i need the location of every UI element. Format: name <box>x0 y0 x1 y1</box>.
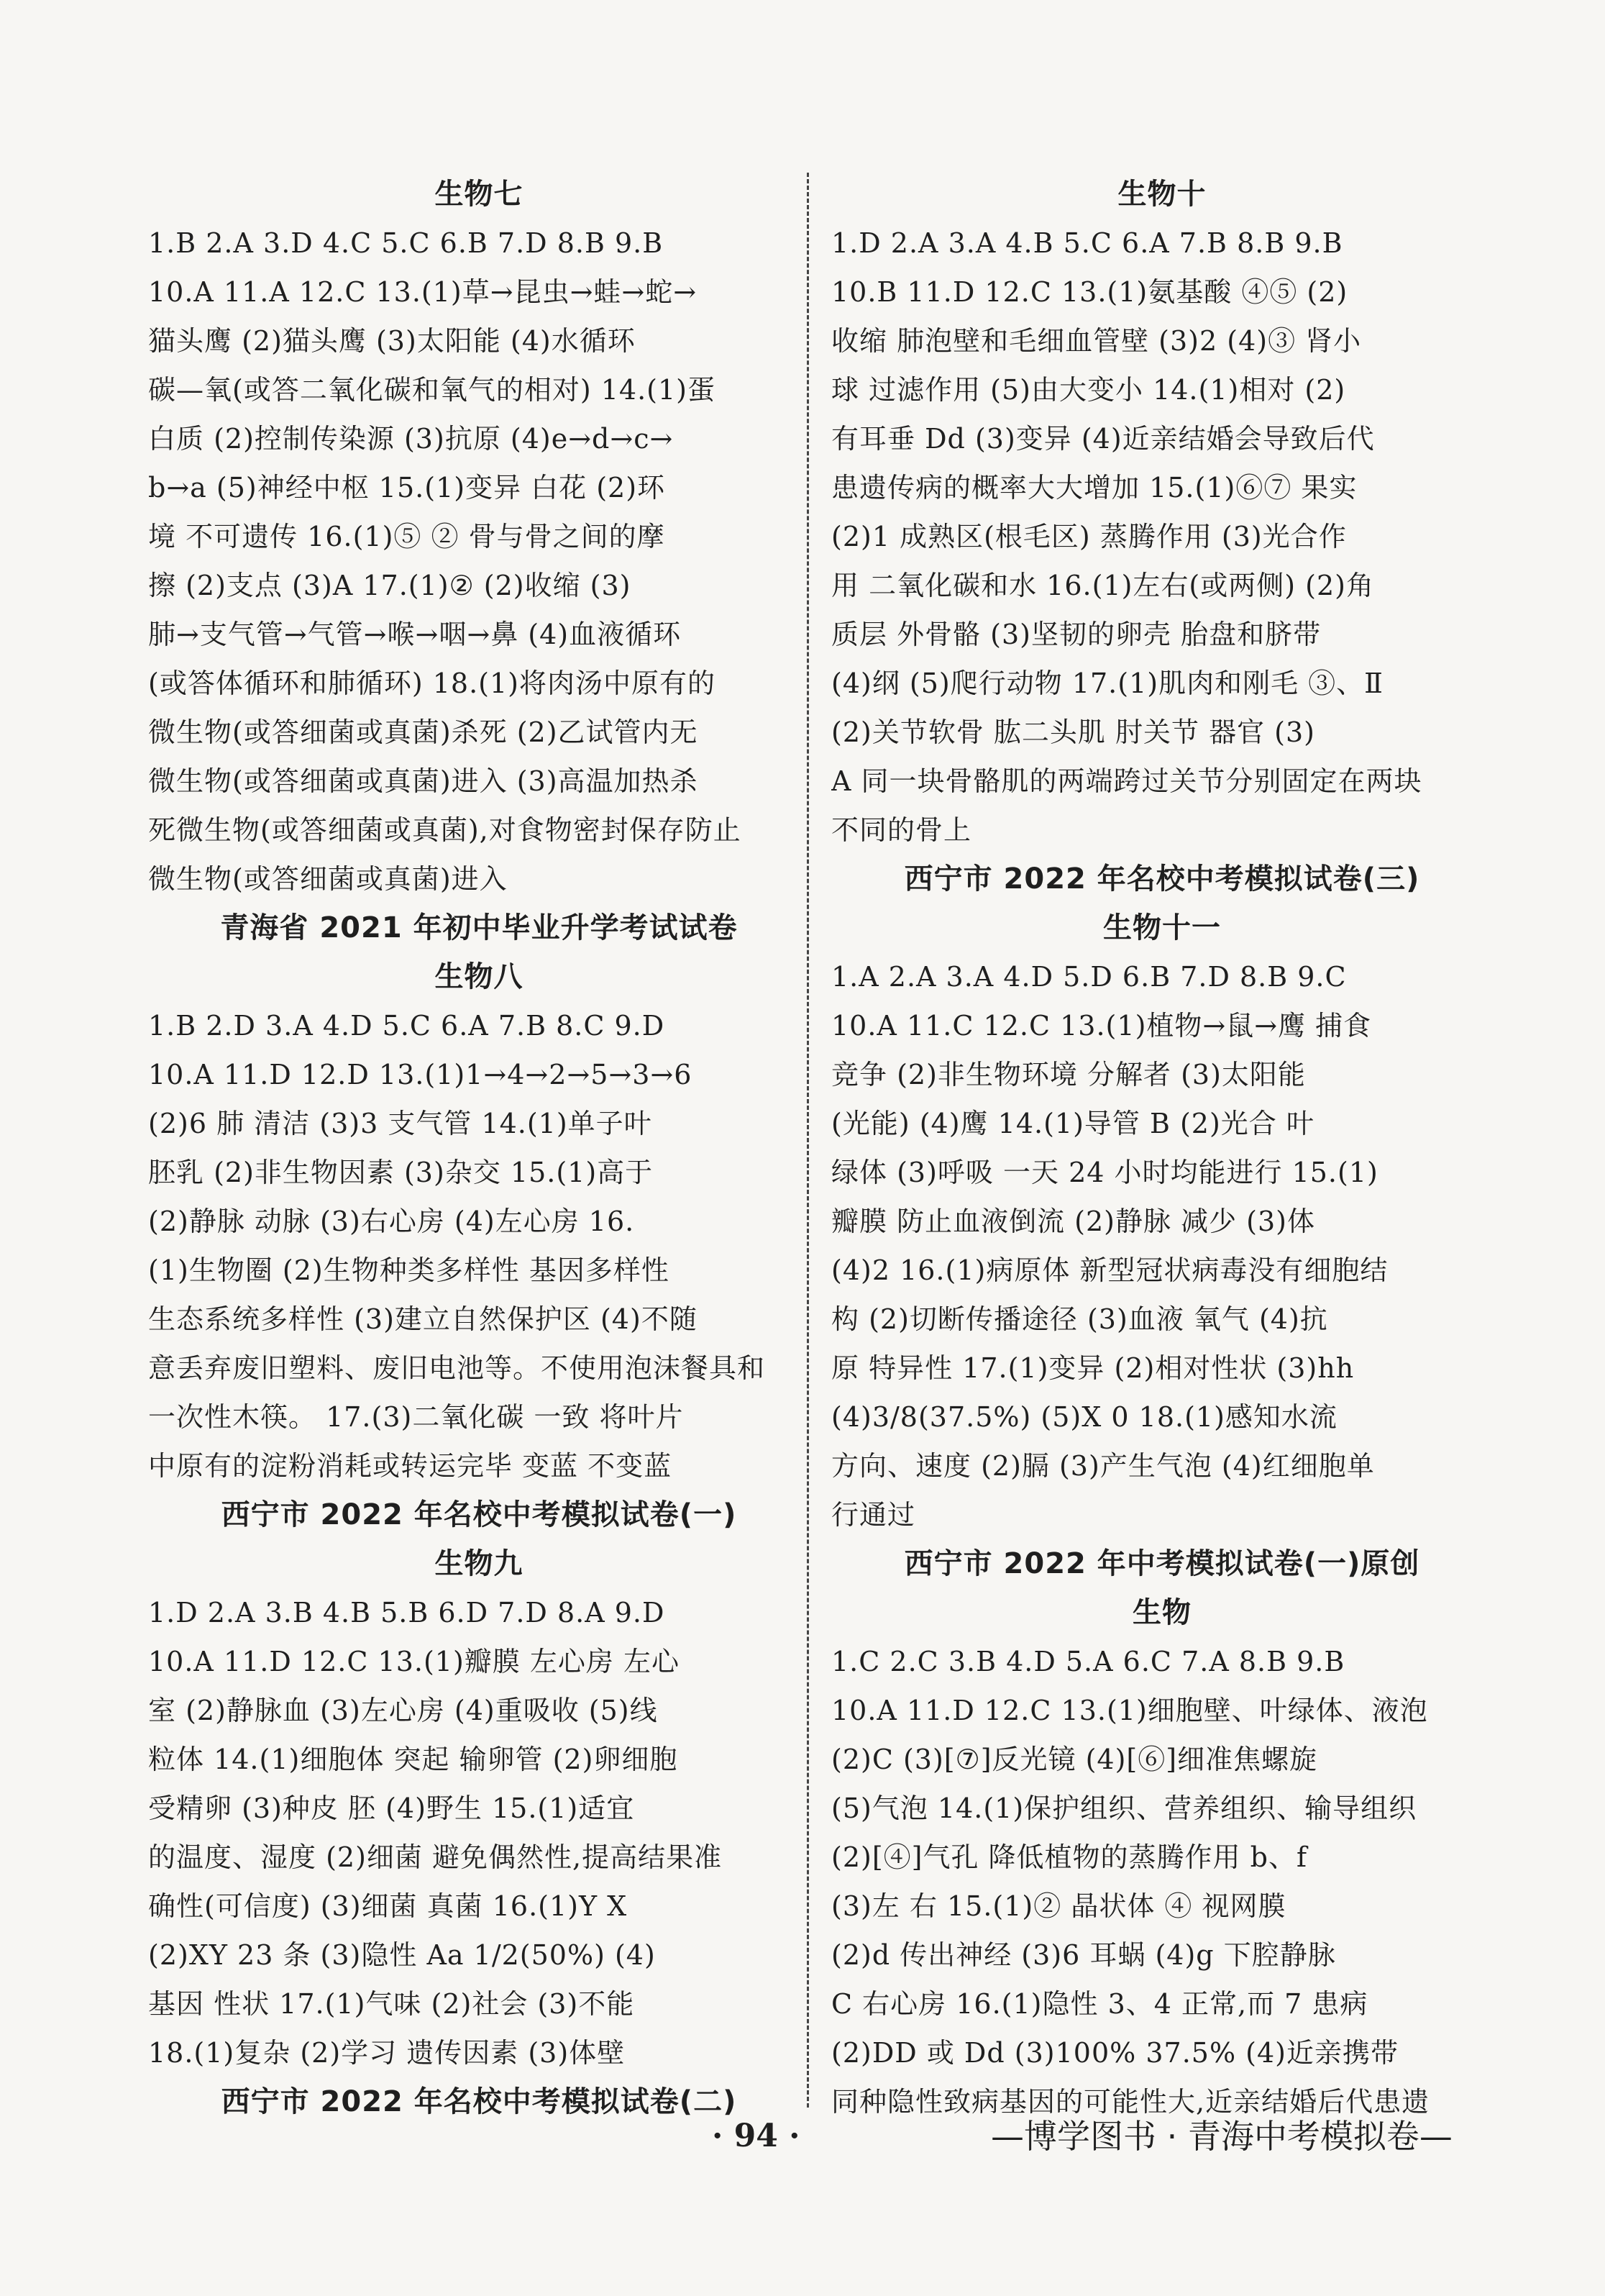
answer-line: 1.B 2.D 3.A 4.D 5.C 6.A 7.B 8.C 9.D <box>148 1010 665 1042</box>
section-heading: 西宁市 2022 年中考模拟试卷(一)原创 <box>904 1547 1420 1580</box>
answer-section <box>831 1588 1493 2126</box>
answer-line: 微生物(或答细菌或真菌)进入 (3)高温加热杀 <box>148 765 698 797</box>
answer-section <box>148 952 810 1490</box>
answer-line: 原 特异性 17.(1)变异 (2)相对性状 (3)hh <box>831 1352 1355 1384</box>
answer-line: A 同一块骨骼肌的两端跨过关节分别固定在两块 <box>831 765 1422 797</box>
column-divider <box>807 173 809 2108</box>
answer-line: (2)d 传出神经 (3)6 耳蜗 (4)g 下腔静脉 <box>831 1939 1336 1971</box>
answer-line: 18.(1)复杂 (2)学习 遗传因素 (3)体壁 <box>148 2037 626 2069</box>
answer-line: 10.B 11.D 12.C 13.(1)氨基酸 ④⑤ (2) <box>831 276 1348 308</box>
answer-line: 微生物(或答细菌或真菌)进入 <box>148 863 508 895</box>
page-number: · 94 · <box>712 2118 800 2154</box>
answer-line: (4)3/8(37.5%) (5)X 0 18.(1)感知水流 <box>831 1401 1338 1433</box>
answer-line: 1.D 2.A 3.A 4.B 5.C 6.A 7.B 8.B 9.B <box>831 227 1343 259</box>
answer-line: 收缩 肺泡壁和毛细血管壁 (3)2 (4)③ 肾小 <box>831 325 1362 357</box>
section-heading: 生物 <box>1133 1596 1192 1629</box>
answer-line: 1.D 2.A 3.B 4.B 5.B 6.D 7.D 8.A 9.D <box>148 1597 665 1628</box>
answer-section <box>148 1539 810 2077</box>
section-heading: 生物九 <box>434 1547 523 1580</box>
answer-line: 的温度、湿度 (2)细菌 避免偶然性,提高结果准 <box>148 1841 723 1873</box>
answer-line: (2)C (3)[⑦]反光镜 (4)[⑥]细准焦螺旋 <box>831 1744 1318 1775</box>
answer-section <box>831 903 1493 1539</box>
answer-line: (光能) (4)鹰 14.(1)导管 B (2)光合 叶 <box>831 1108 1314 1139</box>
answer-line: 行通过 <box>831 1499 916 1531</box>
answer-line: (5)气泡 14.(1)保护组织、营养组织、输导组织 <box>831 1792 1417 1824</box>
answer-line: 擦 (2)支点 (3)A 17.(1)② (2)收缩 (3) <box>148 570 631 601</box>
answer-line: (4)纲 (5)爬行动物 17.(1)肌肉和刚毛 ③、Ⅱ <box>831 668 1384 699</box>
answer-section <box>148 170 810 903</box>
section-heading: 生物八 <box>434 960 523 993</box>
answer-line: 同种隐性致病基因的可能性大,近亲结婚后代患遗 <box>831 2086 1430 2118</box>
answer-line: 10.A 11.D 12.D 13.(1)1→4→2→5→3→6 <box>148 1059 692 1090</box>
answer-line: (或答体循环和肺循环) 18.(1)将肉汤中原有的 <box>148 668 715 699</box>
section-heading: 生物十一 <box>1103 911 1221 944</box>
answer-line: 境 不可遗传 16.(1)⑤ ② 骨与骨之间的摩 <box>148 521 665 552</box>
section-heading: 青海省 2021 年初中毕业升学考试试卷 <box>220 911 738 944</box>
answer-line: (2)6 肺 清洁 (3)3 支气管 14.(1)单子叶 <box>148 1108 652 1139</box>
answer-line: 受精卵 (3)种皮 胚 (4)野生 15.(1)适宜 <box>148 1792 635 1824</box>
answer-line: 球 过滤作用 (5)由大变小 14.(1)相对 (2) <box>831 374 1346 406</box>
answer-line: 粒体 14.(1)细胞体 突起 输卵管 (2)卵细胞 <box>148 1744 678 1775</box>
left-column <box>148 170 810 2126</box>
section-heading: 西宁市 2022 年名校中考模拟试卷(三) <box>904 862 1420 896</box>
answer-line: 1.B 2.A 3.D 4.C 5.C 6.B 7.D 8.B 9.B <box>148 227 664 259</box>
answer-line: (2)1 成熟区(根毛区) 蒸腾作用 (3)光合作 <box>831 521 1347 552</box>
right-column <box>831 170 1493 2126</box>
answer-line: (2)关节软骨 肱二头肌 肘关节 器官 (3) <box>831 716 1315 748</box>
answer-line: 构 (2)切断传播途径 (3)血液 氧气 (4)抗 <box>831 1303 1328 1335</box>
answer-section <box>148 1490 810 1539</box>
answer-section <box>148 903 810 952</box>
answer-line: 意丢弃废旧塑料、废旧电池等。不使用泡沫餐具和 <box>148 1352 766 1384</box>
answer-line: 10.A 11.C 12.C 13.(1)植物→鼠→鹰 捕食 <box>831 1010 1372 1042</box>
answer-line: 不同的骨上 <box>831 814 972 846</box>
answer-line: 有耳垂 Dd (3)变异 (4)近亲结婚会导致后代 <box>831 423 1375 455</box>
answer-line: 胚乳 (2)非生物因素 (3)杂交 15.(1)高于 <box>148 1157 654 1188</box>
section-heading: 生物七 <box>434 178 523 211</box>
answer-line: 竞争 (2)非生物环境 分解者 (3)太阳能 <box>831 1059 1306 1090</box>
answer-line: 绿体 (3)呼吸 一天 24 小时均能进行 15.(1) <box>831 1157 1378 1188</box>
page-footer <box>0 2108 1605 2165</box>
answer-line: (4)2 16.(1)病原体 新型冠状病毒没有细胞结 <box>831 1254 1389 1286</box>
answer-line: C 右心房 16.(1)隐性 3、4 正常,而 7 患病 <box>831 1988 1368 2020</box>
answer-line: b→a (5)神经中枢 15.(1)变异 白花 (2)环 <box>148 472 666 504</box>
answer-line: 1.C 2.C 3.B 4.D 5.A 6.C 7.A 8.B 9.B <box>831 1646 1345 1677</box>
answer-line: 10.A 11.D 12.C 13.(1)瓣膜 左心房 左心 <box>148 1646 680 1677</box>
answer-line: 瓣膜 防止血液倒流 (2)静脉 减少 (3)体 <box>831 1206 1315 1237</box>
answer-line: (2)[④]气孔 降低植物的蒸腾作用 b、f <box>831 1841 1308 1873</box>
answer-line: (1)生物圈 (2)生物种类多样性 基因多样性 <box>148 1254 669 1286</box>
series-title: —博学图书 · 青海中考模拟卷— <box>991 2117 1453 2156</box>
answer-line: (2)DD 或 Dd (3)100% 37.5% (4)近亲携带 <box>831 2037 1399 2069</box>
answer-line: 一次性木筷。 17.(3)二氧化碳 一致 将叶片 <box>148 1401 684 1433</box>
answer-line: 质层 外骨骼 (3)坚韧的卵壳 胎盘和脐带 <box>831 619 1322 650</box>
answer-line: (2)XY 23 条 (3)隐性 Aa 1/2(50%) (4) <box>148 1939 656 1971</box>
answer-line: 患遗传病的概率大大增加 15.(1)⑥⑦ 果实 <box>831 472 1358 504</box>
answer-line: 1.A 2.A 3.A 4.D 5.D 6.B 7.D 8.B 9.C <box>831 961 1347 993</box>
answer-line: 室 (2)静脉血 (3)左心房 (4)重吸收 (5)线 <box>148 1695 658 1726</box>
answer-section <box>831 1539 1493 1588</box>
answer-section <box>831 170 1493 855</box>
answer-line: (3)左 右 15.(1)② 晶状体 ④ 视网膜 <box>831 1890 1286 1922</box>
answer-line: 肺→支气管→气管→喉→咽→鼻 (4)血液循环 <box>148 619 682 650</box>
answer-line: 基因 性状 17.(1)气味 (2)社会 (3)不能 <box>148 1988 635 2020</box>
answer-line: 确性(可信度) (3)细菌 真菌 16.(1)Y X <box>148 1890 628 1922</box>
answer-line: 白质 (2)控制传染源 (3)抗原 (4)e→d→c→ <box>148 423 674 455</box>
answer-line: (2)静脉 动脉 (3)右心房 (4)左心房 16. <box>148 1206 635 1237</box>
answer-line: 死微生物(或答细菌或真菌),对食物密封保存防止 <box>148 814 741 846</box>
answer-line: 10.A 11.A 12.C 13.(1)草→昆虫→蛙→蛇→ <box>148 276 698 308</box>
answer-line: 用 二氧化碳和水 16.(1)左右(或两侧) (2)角 <box>831 570 1374 601</box>
answer-section <box>831 855 1493 903</box>
answer-line: 中原有的淀粉消耗或转运完毕 变蓝 不变蓝 <box>148 1450 672 1482</box>
section-heading: 生物十 <box>1117 178 1207 211</box>
answer-line: 10.A 11.D 12.C 13.(1)细胞壁、叶绿体、液泡 <box>831 1695 1428 1726</box>
section-heading: 西宁市 2022 年名校中考模拟试卷(二) <box>221 2085 737 2118</box>
answer-line: 微生物(或答细菌或真菌)杀死 (2)乙试管内无 <box>148 716 698 748</box>
answer-line: 生态系统多样性 (3)建立自然保护区 (4)不随 <box>148 1303 698 1335</box>
answer-line: 猫头鹰 (2)猫头鹰 (3)太阳能 (4)水循环 <box>148 325 636 357</box>
section-heading: 西宁市 2022 年名校中考模拟试卷(一) <box>221 1498 737 1531</box>
answer-line: 碳—氧(或答二氧化碳和氧气的相对) 14.(1)蛋 <box>148 374 715 406</box>
answer-line: 方向、速度 (2)膈 (3)产生气泡 (4)红细胞单 <box>831 1450 1375 1482</box>
